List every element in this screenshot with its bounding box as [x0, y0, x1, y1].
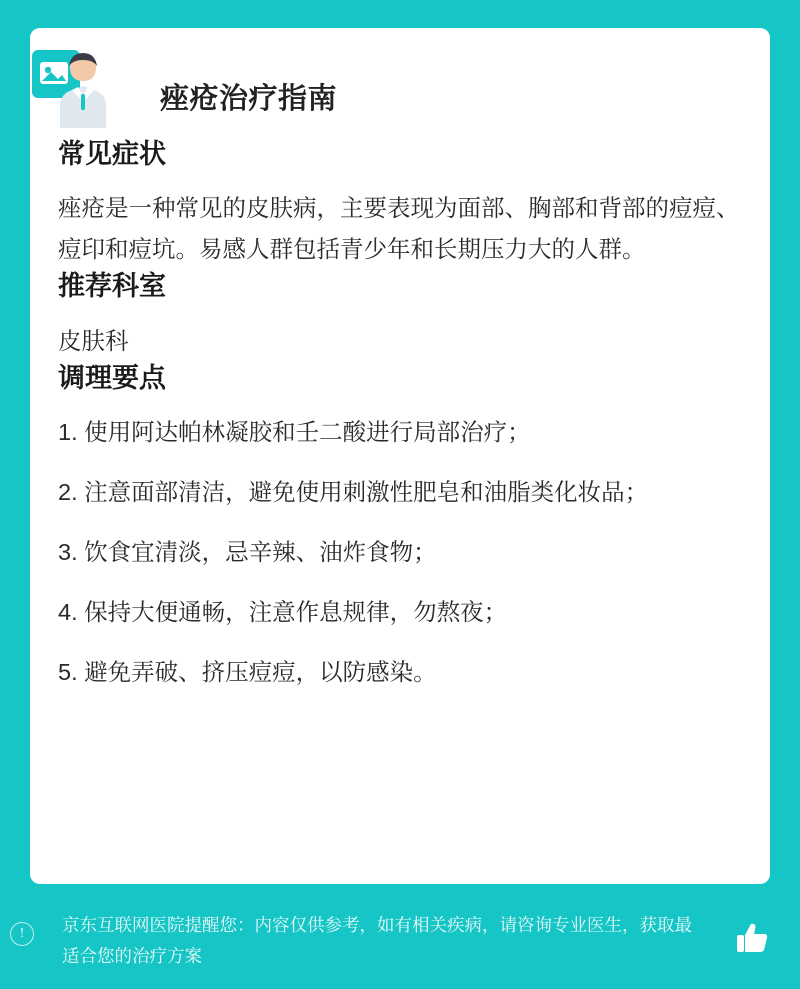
section-text-department: 皮肤科: [58, 327, 129, 354]
list-item: 2. 注意面部清洁，避免使用刺激性肥皂和油脂类化妆品；: [58, 479, 649, 506]
section-text-symptoms: 痤疮是一种常见的皮肤病，主要表现为面部、胸部和背部的痘痘、痘印和痘坑。易感人群包括青少年和长期压力大的人群。: [58, 195, 740, 263]
care-tips-list: [58, 412, 748, 693]
doctor-avatar-icon: [32, 50, 108, 128]
list-item: 3. 饮食宜清淡，忌辛辣、油炸食物；: [58, 539, 437, 566]
list-item: 1. 使用阿达帕林凝胶和壬二酸进行局部治疗；: [58, 419, 531, 446]
disclaimer-text: 京东互联网医院提醒您：内容仅供参考，如有相关疾病，请咨询专业医生，获取最适合您的治疗方案: [62, 915, 692, 966]
section-heading-symptoms: 常见症状: [58, 139, 166, 169]
footer-disclaimer-bar: [0, 900, 800, 989]
section-heading-care-tips: 调理要点: [58, 362, 166, 393]
list-item: 5. 避免弄破、挤压痘痘，以防感染。: [58, 659, 437, 686]
list-item: 4. 保持大便通畅，注意作息规律，勿熬夜；: [58, 599, 508, 626]
content-card: [30, 28, 770, 884]
thumbs-up-icon[interactable]: [732, 918, 772, 958]
document-body: [58, 138, 748, 693]
section-heading-department: 推荐科室: [58, 271, 166, 302]
page-title: 痤疮治疗指南: [160, 83, 338, 115]
info-icon: !: [10, 922, 34, 946]
